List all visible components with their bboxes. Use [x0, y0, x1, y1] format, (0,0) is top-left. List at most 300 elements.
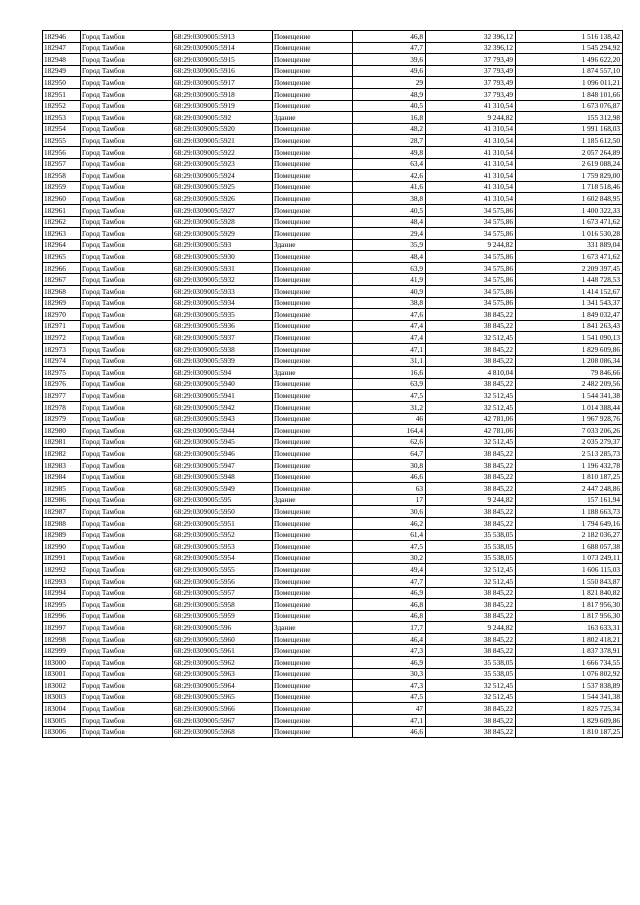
object-type-cell: Помещение	[273, 657, 353, 669]
unit-value-cell: 38 845,22	[426, 703, 516, 715]
cadastral-number-cell: 68:29:0309005:5947	[173, 459, 273, 471]
table-row	[43, 726, 623, 738]
table-row	[43, 390, 623, 402]
area-cell: 40,9	[353, 286, 426, 298]
cadastral-value-cell: 1 516 138,42	[516, 31, 623, 43]
area-cell: 48,9	[353, 88, 426, 100]
row-number-cell: 183003	[43, 691, 81, 703]
unit-value-cell: 38 845,22	[426, 645, 516, 657]
area-cell: 47,5	[353, 691, 426, 703]
cadastral-value-cell: 2 619 088,24	[516, 158, 623, 170]
row-number-cell: 183001	[43, 668, 81, 680]
table-row	[43, 680, 623, 692]
cadastral-number-cell: 68:29:0309005:5923	[173, 158, 273, 170]
cadastral-number-cell: 68:29:0309005:5935	[173, 309, 273, 321]
object-type-cell: Помещение	[273, 390, 353, 402]
unit-value-cell: 32 512,45	[426, 680, 516, 692]
cadastral-value-cell: 1 606 115,03	[516, 564, 623, 576]
table-row	[43, 483, 623, 495]
city-cell: Город Тамбов	[81, 471, 173, 483]
cadastral-number-cell: 68:29:0309005:5958	[173, 599, 273, 611]
cadastral-number-cell: 68:29:0309005:5948	[173, 471, 273, 483]
area-cell: 63,9	[353, 262, 426, 274]
cadastral-number-cell: 68:29:0309005:5967	[173, 715, 273, 727]
area-cell: 47,6	[353, 309, 426, 321]
unit-value-cell: 34 575,86	[426, 286, 516, 298]
city-cell: Город Тамбов	[81, 575, 173, 587]
cadastral-number-cell: 68:29:0309005:5922	[173, 146, 273, 158]
row-number-cell: 182984	[43, 471, 81, 483]
row-number-cell: 182949	[43, 65, 81, 77]
unit-value-cell: 34 575,86	[426, 216, 516, 228]
cadastral-value-cell: 2 057 264,89	[516, 146, 623, 158]
unit-value-cell: 41 310,54	[426, 146, 516, 158]
row-number-cell: 182947	[43, 42, 81, 54]
unit-value-cell: 32 396,12	[426, 42, 516, 54]
cadastral-number-cell: 68:29:0309005:5945	[173, 436, 273, 448]
row-number-cell: 182953	[43, 112, 81, 124]
city-cell: Город Тамбов	[81, 599, 173, 611]
row-number-cell: 182999	[43, 645, 81, 657]
row-number-cell: 182975	[43, 367, 81, 379]
city-cell: Город Тамбов	[81, 402, 173, 414]
cadastral-number-cell: 68:29:0309005:5952	[173, 529, 273, 541]
object-type-cell: Помещение	[273, 42, 353, 54]
cadastral-value-cell: 1 448 728,53	[516, 274, 623, 286]
city-cell: Город Тамбов	[81, 494, 173, 506]
unit-value-cell: 38 845,22	[426, 471, 516, 483]
area-cell: 46,6	[353, 726, 426, 738]
area-cell: 29	[353, 77, 426, 89]
area-cell: 39,6	[353, 54, 426, 66]
cadastral-number-cell: 68:29:0309005:5933	[173, 286, 273, 298]
cadastral-value-cell: 1 829 609,86	[516, 715, 623, 727]
city-cell: Город Тамбов	[81, 610, 173, 622]
city-cell: Город Тамбов	[81, 633, 173, 645]
unit-value-cell: 37 793,49	[426, 65, 516, 77]
row-number-cell: 182962	[43, 216, 81, 228]
table-row	[43, 112, 623, 124]
table-row	[43, 657, 623, 669]
object-type-cell: Помещение	[273, 691, 353, 703]
unit-value-cell: 38 845,22	[426, 378, 516, 390]
unit-value-cell: 41 310,54	[426, 123, 516, 135]
object-type-cell: Помещение	[273, 680, 353, 692]
cadastral-number-cell: 68:29:0309005:5939	[173, 355, 273, 367]
table-row	[43, 31, 623, 43]
cadastral-value-cell: 1 073 249,11	[516, 552, 623, 564]
city-cell: Город Тамбов	[81, 506, 173, 518]
city-cell: Город Тамбов	[81, 309, 173, 321]
area-cell: 47,7	[353, 575, 426, 587]
row-number-cell: 183000	[43, 657, 81, 669]
area-cell: 64,7	[353, 448, 426, 460]
table-row	[43, 610, 623, 622]
table-row	[43, 297, 623, 309]
city-cell: Город Тамбов	[81, 517, 173, 529]
cadastral-number-cell: 68:29:0309005:5925	[173, 181, 273, 193]
cadastral-number-cell: 68:29:0309005:5946	[173, 448, 273, 460]
area-cell: 31,2	[353, 402, 426, 414]
unit-value-cell: 42 781,06	[426, 413, 516, 425]
cadastral-number-cell: 68:29:0309005:5960	[173, 633, 273, 645]
cadastral-value-cell: 1 821 840,82	[516, 587, 623, 599]
unit-value-cell: 38 845,22	[426, 587, 516, 599]
area-cell: 62,6	[353, 436, 426, 448]
table-row	[43, 193, 623, 205]
cadastral-value-cell: 1 096 011,21	[516, 77, 623, 89]
row-number-cell: 182966	[43, 262, 81, 274]
object-type-cell: Помещение	[273, 146, 353, 158]
city-cell: Город Тамбов	[81, 425, 173, 437]
unit-value-cell: 38 845,22	[426, 459, 516, 471]
area-cell: 46,9	[353, 587, 426, 599]
cadastral-value-cell: 1 208 086,34	[516, 355, 623, 367]
object-type-cell: Помещение	[273, 413, 353, 425]
area-cell: 30,2	[353, 552, 426, 564]
cadastral-number-cell: 68:29:0309005:5937	[173, 332, 273, 344]
table-row	[43, 668, 623, 680]
area-cell: 30,3	[353, 668, 426, 680]
table-row	[43, 332, 623, 344]
city-cell: Город Тамбов	[81, 123, 173, 135]
unit-value-cell: 34 575,86	[426, 297, 516, 309]
row-number-cell: 182978	[43, 402, 81, 414]
row-number-cell: 182985	[43, 483, 81, 495]
object-type-cell: Помещение	[273, 31, 353, 43]
cadastral-number-cell: 68:29:0309005:5954	[173, 552, 273, 564]
cadastral-value-cell: 1 185 612,50	[516, 135, 623, 147]
object-type-cell: Помещение	[273, 65, 353, 77]
row-number-cell: 183002	[43, 680, 81, 692]
area-cell: 30,8	[353, 459, 426, 471]
unit-value-cell: 38 845,22	[426, 599, 516, 611]
object-type-cell: Помещение	[273, 309, 353, 321]
object-type-cell: Помещение	[273, 123, 353, 135]
unit-value-cell: 32 512,45	[426, 436, 516, 448]
area-cell: 17,7	[353, 622, 426, 634]
cadastral-number-cell: 68:29:0309005:5916	[173, 65, 273, 77]
city-cell: Город Тамбов	[81, 100, 173, 112]
object-type-cell: Помещение	[273, 668, 353, 680]
city-cell: Город Тамбов	[81, 262, 173, 274]
cadastral-number-cell: 68:29:0309005:5941	[173, 390, 273, 402]
unit-value-cell: 32 512,45	[426, 332, 516, 344]
object-type-cell: Помещение	[273, 564, 353, 576]
area-cell: 61,4	[353, 529, 426, 541]
cadastral-value-cell: 331 889,04	[516, 239, 623, 251]
unit-value-cell: 41 310,54	[426, 170, 516, 182]
cadastral-value-cell: 7 033 206,26	[516, 425, 623, 437]
object-type-cell: Помещение	[273, 483, 353, 495]
cadastral-number-cell: 68:29:0309005:5936	[173, 320, 273, 332]
cadastral-number-cell: 68:29:0309005:5913	[173, 31, 273, 43]
cadastral-number-cell: 68:29:0309005:5959	[173, 610, 273, 622]
cadastral-number-cell: 68:29:0309005:592	[173, 112, 273, 124]
table-row	[43, 517, 623, 529]
row-number-cell: 182957	[43, 158, 81, 170]
area-cell: 49,4	[353, 564, 426, 576]
object-type-cell: Помещение	[273, 100, 353, 112]
table-row	[43, 309, 623, 321]
city-cell: Город Тамбов	[81, 332, 173, 344]
row-number-cell: 183006	[43, 726, 81, 738]
unit-value-cell: 37 793,49	[426, 77, 516, 89]
unit-value-cell: 32 512,45	[426, 402, 516, 414]
table-row	[43, 622, 623, 634]
area-cell: 38,8	[353, 193, 426, 205]
area-cell: 47,4	[353, 332, 426, 344]
area-cell: 40,5	[353, 204, 426, 216]
object-type-cell: Помещение	[273, 541, 353, 553]
area-cell: 164,4	[353, 425, 426, 437]
row-number-cell: 182963	[43, 228, 81, 240]
unit-value-cell: 41 310,54	[426, 181, 516, 193]
city-cell: Город Тамбов	[81, 77, 173, 89]
unit-value-cell: 35 538,05	[426, 552, 516, 564]
city-cell: Город Тамбов	[81, 65, 173, 77]
cadastral-number-cell: 68:29:0309005:5964	[173, 680, 273, 692]
table-row	[43, 204, 623, 216]
cadastral-number-cell: 68:29:0309005:5968	[173, 726, 273, 738]
unit-value-cell: 37 793,49	[426, 88, 516, 100]
table-row	[43, 146, 623, 158]
object-type-cell: Помещение	[273, 88, 353, 100]
object-type-cell: Помещение	[273, 344, 353, 356]
cadastral-value-cell: 1 341 543,37	[516, 297, 623, 309]
city-cell: Город Тамбов	[81, 193, 173, 205]
cadastral-value-cell: 1 718 518,46	[516, 181, 623, 193]
row-number-cell: 182968	[43, 286, 81, 298]
cadastral-value-cell: 1 400 322,33	[516, 204, 623, 216]
table-row	[43, 344, 623, 356]
area-cell: 46	[353, 413, 426, 425]
area-cell: 46,4	[353, 633, 426, 645]
table-row	[43, 239, 623, 251]
cadastral-number-cell: 68:29:0309005:5942	[173, 402, 273, 414]
table-row	[43, 181, 623, 193]
area-cell: 47,5	[353, 541, 426, 553]
table-row	[43, 320, 623, 332]
area-cell: 47,4	[353, 320, 426, 332]
unit-value-cell: 38 845,22	[426, 320, 516, 332]
row-number-cell: 182989	[43, 529, 81, 541]
row-number-cell: 182987	[43, 506, 81, 518]
cadastral-value-cell: 1 602 848,95	[516, 193, 623, 205]
cadastral-value-cell: 163 633,31	[516, 622, 623, 634]
city-cell: Город Тамбов	[81, 587, 173, 599]
city-cell: Город Тамбов	[81, 552, 173, 564]
object-type-cell: Помещение	[273, 170, 353, 182]
object-type-cell: Помещение	[273, 459, 353, 471]
unit-value-cell: 38 845,22	[426, 726, 516, 738]
unit-value-cell: 38 845,22	[426, 517, 516, 529]
cadastral-number-cell: 68:29:0309005:5957	[173, 587, 273, 599]
area-cell: 47,3	[353, 645, 426, 657]
city-cell: Город Тамбов	[81, 413, 173, 425]
object-type-cell: Помещение	[273, 286, 353, 298]
city-cell: Город Тамбов	[81, 31, 173, 43]
object-type-cell: Помещение	[273, 633, 353, 645]
cadastral-value-cell: 1 817 956,30	[516, 610, 623, 622]
cadastral-value-cell: 157 161,94	[516, 494, 623, 506]
table-row	[43, 471, 623, 483]
area-cell: 16,8	[353, 112, 426, 124]
area-cell: 16,6	[353, 367, 426, 379]
cadastral-value-cell: 1 544 341,38	[516, 390, 623, 402]
table-row	[43, 77, 623, 89]
table-row	[43, 529, 623, 541]
cadastral-number-cell: 68:29:0309005:5953	[173, 541, 273, 553]
cadastral-value-cell: 2 447 248,86	[516, 483, 623, 495]
area-cell: 30,6	[353, 506, 426, 518]
unit-value-cell: 41 310,54	[426, 135, 516, 147]
city-cell: Город Тамбов	[81, 459, 173, 471]
cadastral-value-cell: 1 545 294,92	[516, 42, 623, 54]
cadastral-number-cell: 68:29:0309005:5934	[173, 297, 273, 309]
unit-value-cell: 32 512,45	[426, 390, 516, 402]
cadastral-number-cell: 68:29:0309005:5930	[173, 251, 273, 263]
row-number-cell: 183005	[43, 715, 81, 727]
table-row	[43, 251, 623, 263]
cadastral-value-cell: 1 841 263,43	[516, 320, 623, 332]
row-number-cell: 182964	[43, 239, 81, 251]
city-cell: Город Тамбов	[81, 436, 173, 448]
area-cell: 47,7	[353, 42, 426, 54]
table-row	[43, 355, 623, 367]
object-type-cell: Здание	[273, 622, 353, 634]
object-type-cell: Помещение	[273, 703, 353, 715]
cadastral-value-cell: 1 848 101,66	[516, 88, 623, 100]
row-number-cell: 182991	[43, 552, 81, 564]
area-cell: 49,8	[353, 146, 426, 158]
unit-value-cell: 9 244,82	[426, 112, 516, 124]
object-type-cell: Помещение	[273, 610, 353, 622]
cadastral-number-cell: 68:29:0309005:5940	[173, 378, 273, 390]
city-cell: Город Тамбов	[81, 251, 173, 263]
area-cell: 35,9	[353, 239, 426, 251]
cadastral-number-cell: 68:29:0309005:5961	[173, 645, 273, 657]
object-type-cell: Помещение	[273, 54, 353, 66]
cadastral-value-cell: 1 076 802,92	[516, 668, 623, 680]
object-type-cell: Помещение	[273, 135, 353, 147]
area-cell: 49,6	[353, 65, 426, 77]
cadastral-value-cell: 1 810 187,25	[516, 471, 623, 483]
row-number-cell: 182952	[43, 100, 81, 112]
area-cell: 48,4	[353, 251, 426, 263]
row-number-cell: 182993	[43, 575, 81, 587]
city-cell: Город Тамбов	[81, 320, 173, 332]
unit-value-cell: 38 845,22	[426, 448, 516, 460]
table-row	[43, 286, 623, 298]
city-cell: Город Тамбов	[81, 726, 173, 738]
unit-value-cell: 34 575,86	[426, 251, 516, 263]
table-row	[43, 633, 623, 645]
cadastral-value-cell: 1 802 418,21	[516, 633, 623, 645]
cadastral-number-cell: 68:29:0309005:5914	[173, 42, 273, 54]
row-number-cell: 182960	[43, 193, 81, 205]
cadastral-number-cell: 68:29:0309005:5921	[173, 135, 273, 147]
unit-value-cell: 4 810,04	[426, 367, 516, 379]
row-number-cell: 182994	[43, 587, 81, 599]
row-number-cell: 182998	[43, 633, 81, 645]
object-type-cell: Помещение	[273, 645, 353, 657]
area-cell: 46,2	[353, 517, 426, 529]
city-cell: Город Тамбов	[81, 390, 173, 402]
cadastral-value-cell: 1 673 471,62	[516, 216, 623, 228]
cadastral-value-cell: 1 810 187,25	[516, 726, 623, 738]
cadastral-value-cell: 1 550 843,87	[516, 575, 623, 587]
table-row	[43, 541, 623, 553]
city-cell: Город Тамбов	[81, 158, 173, 170]
cadastral-number-cell: 68:29:0309005:5924	[173, 170, 273, 182]
table-row	[43, 402, 623, 414]
row-number-cell: 182950	[43, 77, 81, 89]
cadastral-value-cell: 1 196 432,78	[516, 459, 623, 471]
object-type-cell: Помещение	[273, 181, 353, 193]
cadastral-number-cell: 68:29:0309005:5928	[173, 216, 273, 228]
object-type-cell: Помещение	[273, 297, 353, 309]
city-cell: Город Тамбов	[81, 112, 173, 124]
city-cell: Город Тамбов	[81, 146, 173, 158]
unit-value-cell: 9 244,82	[426, 494, 516, 506]
object-type-cell: Помещение	[273, 320, 353, 332]
area-cell: 31,1	[353, 355, 426, 367]
city-cell: Город Тамбов	[81, 715, 173, 727]
area-cell: 63,9	[353, 378, 426, 390]
table-row	[43, 413, 623, 425]
unit-value-cell: 35 538,05	[426, 541, 516, 553]
row-number-cell: 182981	[43, 436, 81, 448]
row-number-cell: 182980	[43, 425, 81, 437]
row-number-cell: 182954	[43, 123, 81, 135]
row-number-cell: 182979	[43, 413, 81, 425]
city-cell: Город Тамбов	[81, 529, 173, 541]
unit-value-cell: 37 793,49	[426, 54, 516, 66]
area-cell: 47,3	[353, 680, 426, 692]
table-row	[43, 54, 623, 66]
cadastral-number-cell: 68:29:0309005:593	[173, 239, 273, 251]
row-number-cell: 182995	[43, 599, 81, 611]
object-type-cell: Помещение	[273, 599, 353, 611]
object-type-cell: Здание	[273, 494, 353, 506]
object-type-cell: Помещение	[273, 517, 353, 529]
unit-value-cell: 32 512,45	[426, 564, 516, 576]
unit-value-cell: 41 310,54	[426, 158, 516, 170]
table-row	[43, 564, 623, 576]
city-cell: Город Тамбов	[81, 286, 173, 298]
cadastral-value-cell: 1 967 928,76	[516, 413, 623, 425]
table-row	[43, 100, 623, 112]
city-cell: Город Тамбов	[81, 54, 173, 66]
area-cell: 40,5	[353, 100, 426, 112]
city-cell: Город Тамбов	[81, 181, 173, 193]
table-row	[43, 88, 623, 100]
cadastral-value-cell: 1 016 530,28	[516, 228, 623, 240]
cadastral-value-cell: 1 837 378,91	[516, 645, 623, 657]
cadastral-number-cell: 68:29:0309005:5944	[173, 425, 273, 437]
unit-value-cell: 34 575,86	[426, 204, 516, 216]
cadastral-number-cell: 68:29:0309005:594	[173, 367, 273, 379]
table-row	[43, 378, 623, 390]
row-number-cell: 182992	[43, 564, 81, 576]
table-row	[43, 587, 623, 599]
cadastral-number-cell: 68:29:0309005:595	[173, 494, 273, 506]
row-number-cell: 182986	[43, 494, 81, 506]
table-row	[43, 715, 623, 727]
city-cell: Город Тамбов	[81, 204, 173, 216]
object-type-cell: Помещение	[273, 448, 353, 460]
